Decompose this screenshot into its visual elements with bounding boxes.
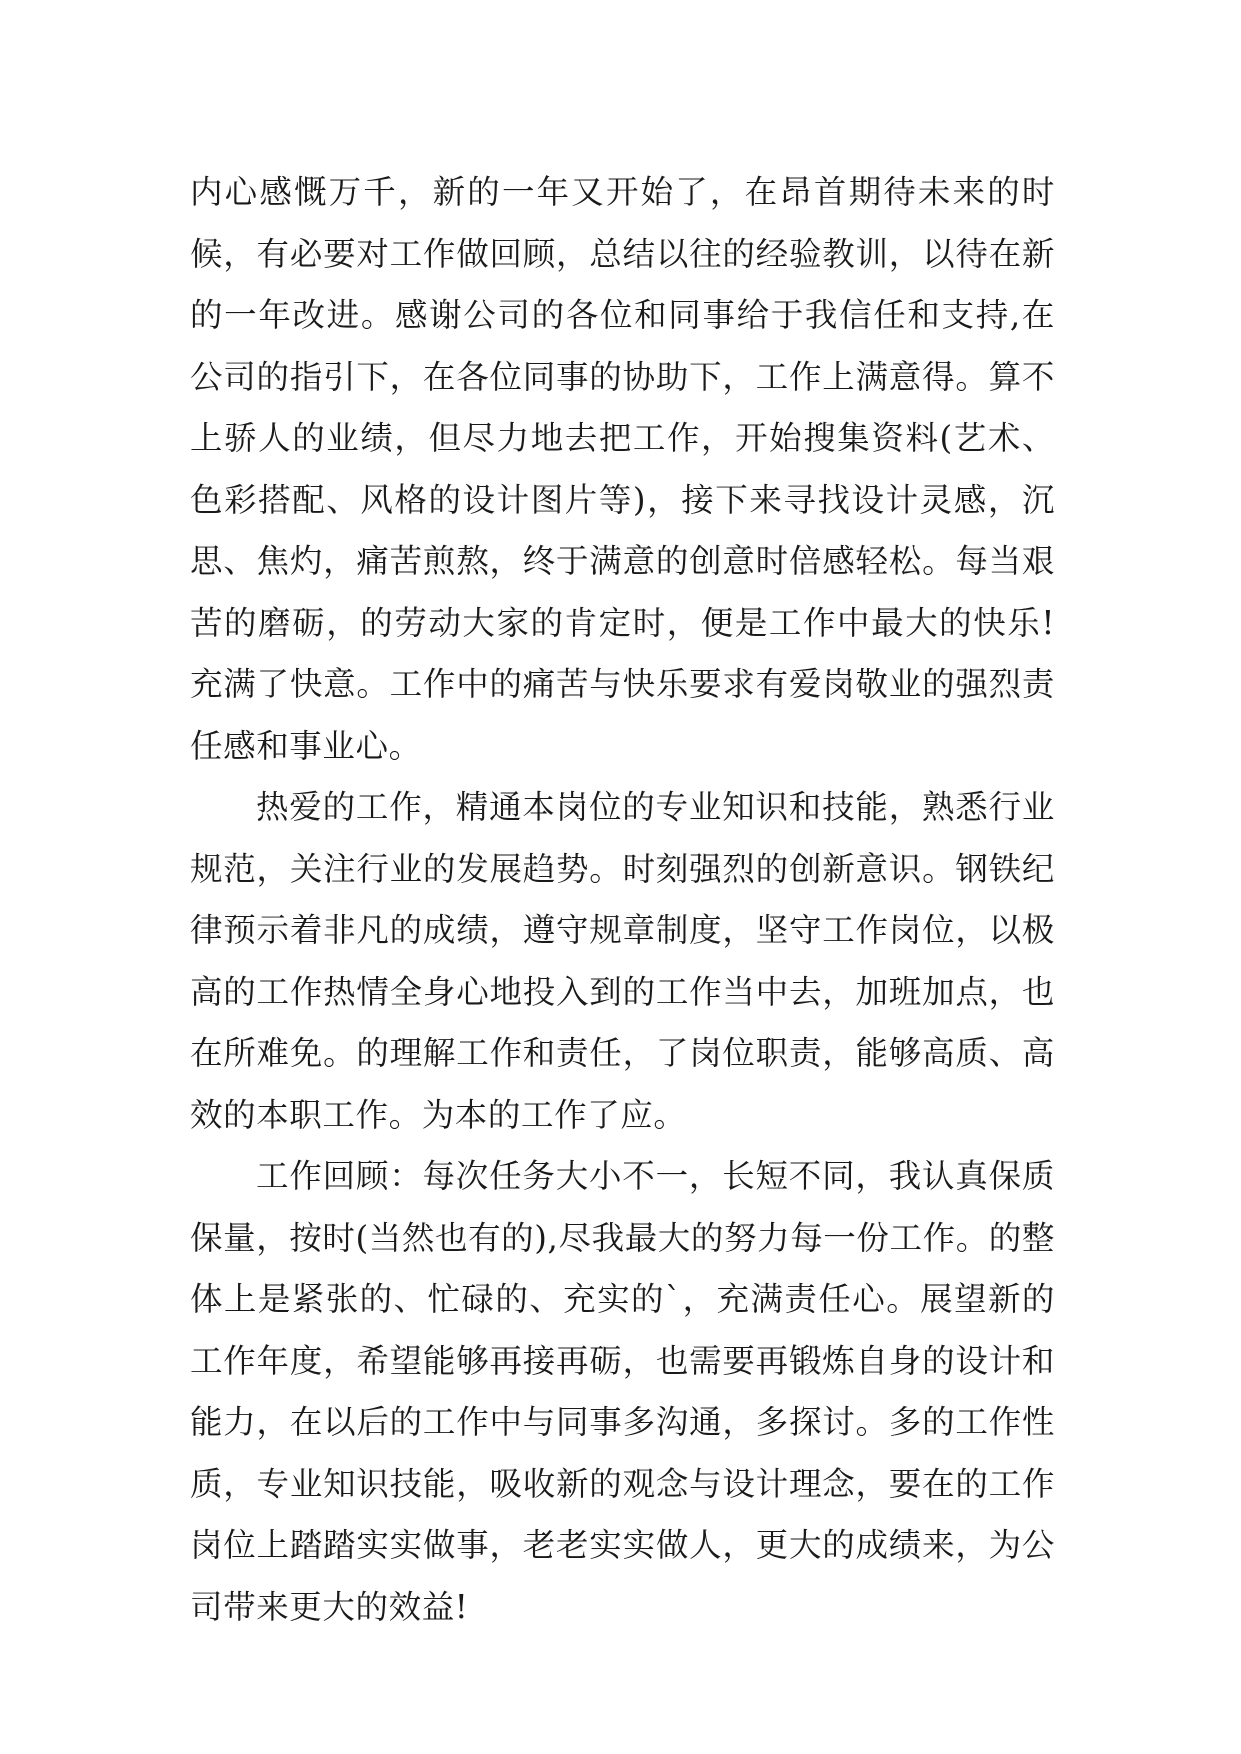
paragraph-3: 工作回顾：每次任务大小不一，长短不同，我认真保质保量，按时(当然也有的),尽我最大的努力每一份工作。的整体上是紧张的、忙碌的、充实的`，充满责任心。展望新的工作年度，希望能够再接再砺，也需要再锻炼自身的设计和能力，在以后的工作中与同事多沟通，多探讨。多的工作性质，专业知识技能，吸收新的观念与设计理念，要在的工作岗位上踏踏实实做事，老老实实做人，更大的成绩来，为公司带来更大的效益!	[190, 1157, 1055, 1626]
paragraph-1: 内心感慨万千，新的一年又开始了，在昂首期待未来的时候，有必要对工作做回顾，总结以往的经验教训，以待在新的一年改进。感谢公司的各位和同事给于我信任和支持,在公司的指引下，在各位同事的协助下，工作上满意得。算不上骄人的业绩，但尽力地去把工作，开始搜集资料(艺术、色彩搭配、风格的设计图片等)，接下来寻找设计灵感，沉思、焦灼，痛苦煎熬，终于满意的创意时倍感轻松。每当艰苦的磨砺，的劳动大家的肯定时，便是工作中最大的快乐!充满了快意。工作中的痛苦与快乐要求有爱岗敬业的强烈责任感和事业心。	[190, 173, 1055, 765]
document-body	[190, 162, 1055, 1638]
paragraph-2: 热爱的工作，精通本岗位的专业知识和技能，熟悉行业规范，关注行业的发展趋势。时刻强烈的创新意识。钢铁纪律预示着非凡的成绩，遵守规章制度，坚守工作岗位，以极高的工作热情全身心地投入到的工作当中去，加班加点，也在所难免。的理解工作和责任，了岗位职责，能够高质、高效的本职工作。为本的工作了应。	[190, 788, 1055, 1134]
